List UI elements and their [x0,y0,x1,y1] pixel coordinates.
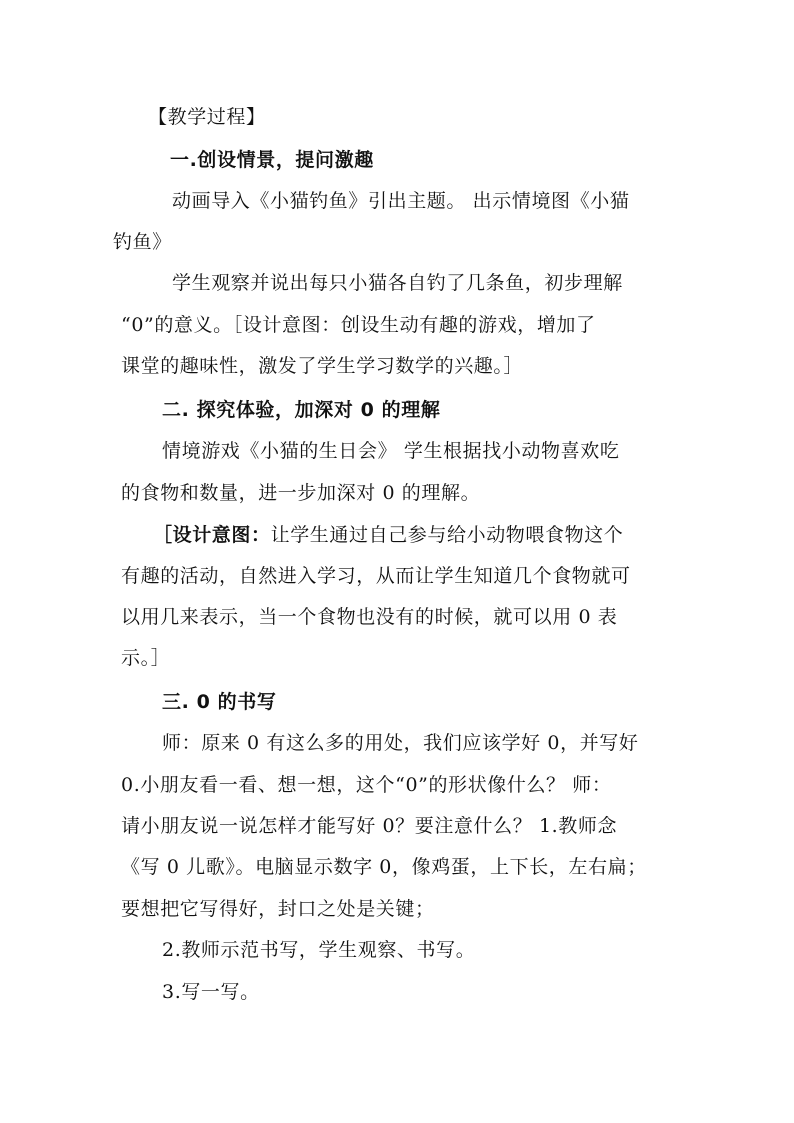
section-label: 【教学过程】 [148,106,266,128]
design-intent-line [153,522,623,548]
paragraph-line: “0”的意义。［设计意图：创设生动有趣的游戏，增加了 [121,314,596,336]
part1-heading: 一.创设情景，提问激趣 [170,149,374,171]
paragraph-line: 示。］ [121,647,171,669]
paragraph-line: 情境游戏《小猫的生日会》 学生根据找小动物喜欢吃 [162,440,620,462]
paragraph-line: 要想把它写得好，封口之处是关键； [121,898,435,920]
paragraph-line: 有趣的活动，自然进入学习，从而让学生知道几个食物就可 [121,565,631,587]
paragraph-line: 3.写一写。 [162,981,260,1003]
paragraph-line: 钓鱼》 [113,231,172,253]
paragraph-line: 2.教师示范书写，学生观察、书写。 [162,939,476,961]
paragraph-line: 学生观察并说出每只小猫各自钓了几条鱼，初步理解 [172,272,623,294]
part2-heading: 二. 探究体验，加深对 0 的理解 [162,399,441,421]
paragraph-line: 请小朋友说一说怎样才能写好 0？要注意什么？ 1.教师念 [121,815,618,837]
part3-heading: 三. 0 的书写 [162,691,277,713]
paragraph-line: 的食物和数量，进一步加深对 0 的理解。 [121,482,481,504]
paragraph-line: 师：原来 0 有这么多的用处，我们应该学好 0，并写好 [162,732,639,754]
paragraph-line: 0.小朋友看一看、想一想，这个“0”的形状像什么？ 师： [121,774,612,796]
design-intent-text: 让学生通过自己参与给小动物喂食物这个 [270,524,624,546]
paragraph-line: 动画导入《小猫钓鱼》引出主题。 出示情境图《小猫 [172,190,630,212]
paragraph-line: 以用几来表示，当一个食物也没有的时候，就可以用 0 表 [121,606,618,628]
paragraph-line: 课堂的趣味性，激发了学生学习数学的兴趣。］ [121,355,524,377]
design-intent-label: ［设计意图： [153,524,271,546]
paragraph-line: 《写 0 儿歌》。电脑显示数字 0，像鸡蛋，上下长，左右扁； [121,856,647,878]
